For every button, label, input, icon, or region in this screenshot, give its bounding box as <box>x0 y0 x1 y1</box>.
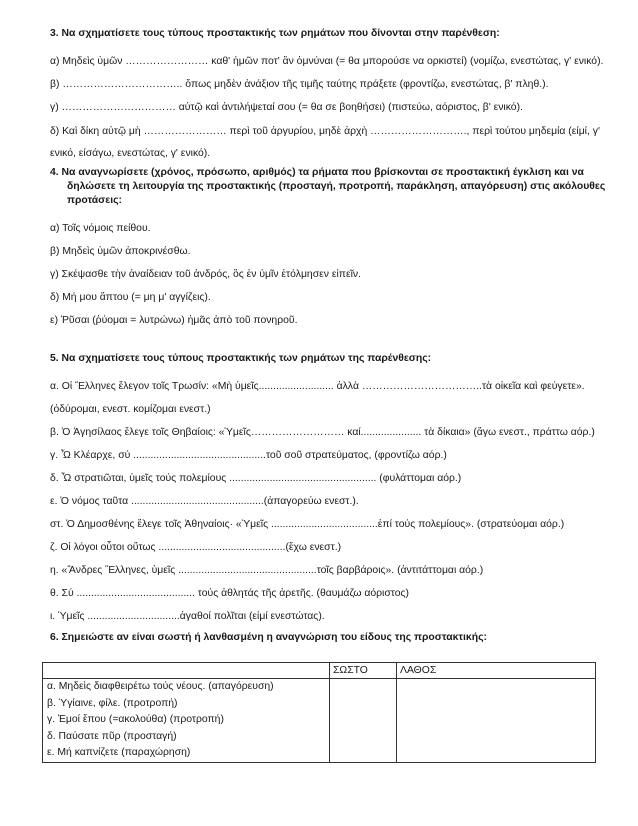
section-5-line-a-cont: (ὀδύρομαι, ενεστ. κομίζομαι ενεστ.) <box>50 404 211 415</box>
table-correct-answer-cell[interactable] <box>330 679 397 763</box>
table-row <box>43 679 596 763</box>
section-3-line-a: α) Μηδεὶς ὑμῶν …………………… καθ' ἡμῶν ποτ' ἂν ὀμνύναι (= θα μπορούσε να ορκιστεί) (νομίζω, ενεστώτας, γ' ενικό). <box>50 56 604 67</box>
table-header-row <box>43 663 596 679</box>
table-statement-b: β. Ὑγίαινε, φίλε. (προτροπή) <box>47 697 178 709</box>
table-header-correct: ΣΩΣΤΟ <box>330 663 397 679</box>
section-5-line-c: γ. Ὦ Κλέαρχε, σύ ..............................................τοῦ σοῦ στρατεύματος, (φροντίζω αόρ.) <box>50 450 447 461</box>
table-statement-d: δ. Παύσατε πῦρ (προσταγή) <box>47 730 177 742</box>
section-4-line-b: β) Μηδεὶς ὑμῶν ἀποκρινέσθω. <box>50 246 191 257</box>
table-statement-e: ε. Μή καπνίζετε (παραχώρηση) <box>47 747 191 759</box>
table-header-empty <box>43 663 330 679</box>
section-5-line-b: β. Ὁ Ἀγησίλαος ἔλεγε τοῖς Θηβαίοις: «Ὑμεῖς……………………… καί..................... τὰ δίκαια» (ἄγω ενεστ., πράττω αόρ.) <box>50 427 595 438</box>
table-statement-c: γ. Ἐμοί ἕπου (=ακολούθα) (προτροπή) <box>47 714 224 726</box>
section-3-heading: 3. Να σχηματίσετε τους τύπους προστακτικής των ρημάτων που δίνονται στην παρένθεση: <box>50 28 500 39</box>
table-statement-a: α. Μηδεὶς διαφθειρέτω τούς νέους. (απαγόρευση) <box>47 681 274 692</box>
section-5-line-a: α. Οἱ Ἕλληνες ἔλεγον τοῖς Τρωσίν: «Μὴ ὑμεῖς.......................... ἀλλὰ ……………………………..τὰ οἰκεῖα καὶ φεύγετε». <box>50 381 585 392</box>
section-4-heading-1: 4. Να αναγνωρίσετε (χρόνος, πρόσωπο, αριθμός) τα ρήματα που βρίσκονται σε προστακτική έγκλιση και να <box>50 167 584 178</box>
section-4-line-c: γ) Σκέψασθε τὴν ἀναίδειαν τοῦ ἀνδρός, ὃς ἐν ὑμῖν ἐτόλμησεν εἰπεῖν. <box>50 269 361 280</box>
section-5-line-d: δ. Ὦ στρατιῶται, ὑμεῖς τούς πολεμίους ................................................... (φυλάττομαι αόρ.) <box>50 473 462 484</box>
section-5-heading: 5. Να σχηματίσετε τους τύπους προστακτικής των ρημάτων της παρένθεσης: <box>50 353 432 364</box>
section-4-line-e: ε) Ῥῦσαι (ῥύομαι = λυτρώνω) ἡμᾶς ἀπὸ τοῦ πονηροῦ. <box>50 315 298 326</box>
section-5-line-iota: ι. Ὑμεῖς ................................ἀγαθοί πολῖται (εἰμί ενεστώτας). <box>50 611 325 622</box>
section-4-line-d: δ) Μή μου ἅπτου (= μη μ' αγγίζεις). <box>50 292 211 303</box>
section-4-line-a: α) Τοῖς νόμοις πείθου. <box>50 223 151 234</box>
section-5-line-i: η. «Ἄνδρες Ἕλληνες, ὑμεῖς ................................................τοῖς βαρβάροις». (ἀντιτάττομαι αόρ.) <box>50 565 484 576</box>
section-5-line-th: θ. Σύ ......................................... τούς ἀθλητάς τῆς ἀρετῆς. (θαυμάζω αόριστος) <box>50 588 409 599</box>
section-3-line-d-cont: ενικό, είσάγω, ενεστώτας, γ' ενικό). <box>50 148 211 159</box>
table-header-wrong: ΛΑΘΟΣ <box>397 663 596 679</box>
section-3-line-b: β) …………………………….. ὅπως μηδὲν ἀνάξιον τῆς τιμῆς ταύτης πράξετε (φροντίζω, ενεστώτας, β' πληθ.). <box>50 79 549 90</box>
section-5-line-st: στ. Ὁ Δημοσθένης ἔλεγε τοῖς Ἀθηναίοις· «Ὑμεῖς .....................................ἐπί τούς πολεμίους». (στρατεύομαι αόρ.) <box>50 519 565 530</box>
section-3-line-c: γ) …………………………… αὐτῷ καὶ ἀντιλήψεταί σου (= θα σε βοηθήσει) (πιστεύω, αόριστος, β' ενικό). <box>50 102 523 113</box>
table-wrong-answer-cell[interactable] <box>397 679 596 763</box>
section-5-line-e: ε. Ὁ νόμος ταῦτα ..............................................(ἀπαγορεύω ενεστ.). <box>50 496 359 507</box>
section-5-line-z: ζ. Οἱ λόγοι οὗτοι οὕτως ............................................(ἔχω ενεστ.) <box>50 542 342 553</box>
section-6-heading: 6. Σημειώστε αν είναι σωστή ή λανθασμένη η αναγνώριση του είδους της προστακτικής: <box>50 632 487 643</box>
section-6-table <box>42 662 596 763</box>
section-4-heading-2: δηλώσετε τη λειτουργία της προστακτικής (προσταγή, προτροπή, παράκληση, απαγόρευση) στις ακόλουθες <box>67 181 606 192</box>
section-4-heading-3: προτάσεις: <box>67 195 122 206</box>
section-3-line-d: δ) Καὶ δίκη αὐτῷ μὴ …………………… περὶ τοῦ ἀργυρίου, μηδὲ ἀρχὴ ………………………., περὶ τούτου μηδεμία (είμί, γ' <box>50 126 600 137</box>
table-statements-cell <box>43 679 330 763</box>
